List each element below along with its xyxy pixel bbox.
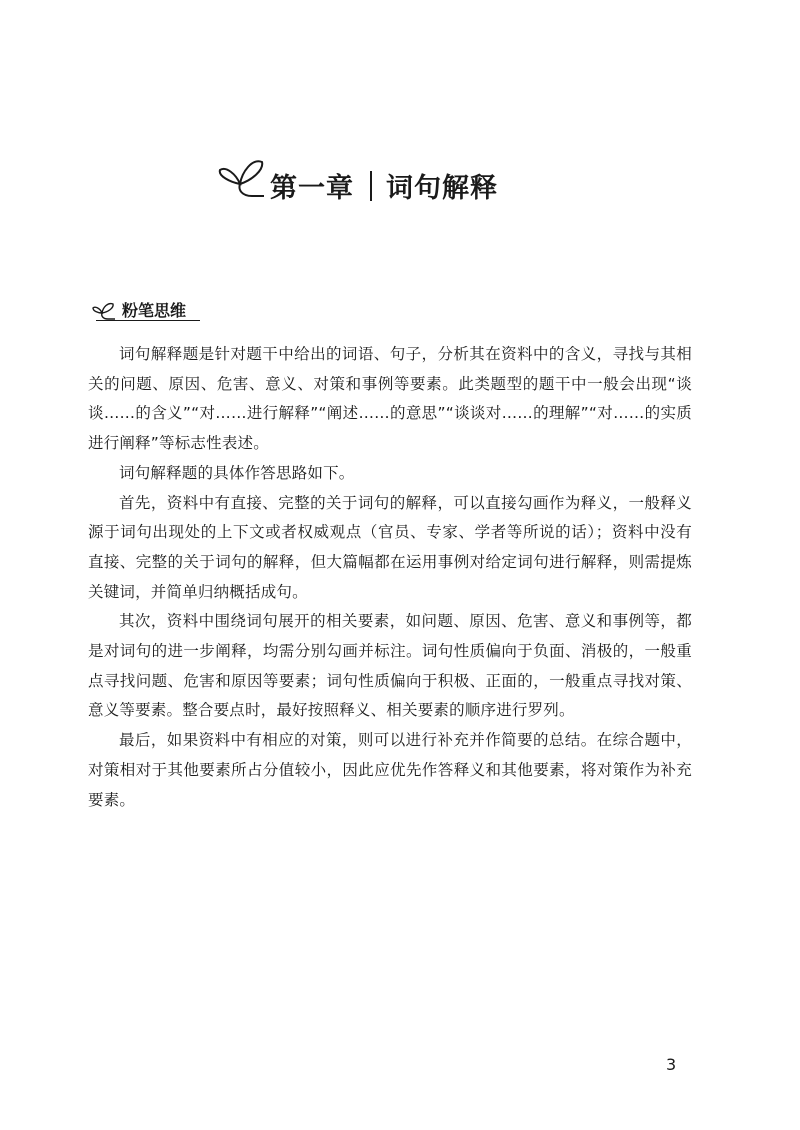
page-number: 3: [666, 1055, 677, 1074]
chapter-name: 词句解释: [386, 173, 498, 204]
paragraph: 其次，资料中围绕词句展开的相关要素，如问题、原因、危害、意义和事例等，都是对词句的进一步阐释，均需分别勾画并标注。词句性质偏向于负面、消极的，一般重点寻找问题、危害和原因等要素；词句性质偏向于积极、正面的，一般重点寻找对策、意义等要素。整合要点时，最好按照释义、相关要素的顺序进行罗列。: [88, 612, 692, 720]
chapter-header: [218, 140, 558, 210]
paragraph: 最后，如果资料中有相应的对策，则可以进行补充并作简要的总结。在综合题中，对策相对于其他要素所占分值较小，因此应优先作答释义和其他要素，将对策作为补充要素。: [88, 731, 692, 809]
section-underline: [96, 320, 200, 321]
paragraph: 首先，资料中有直接、完整的关于词句的解释，可以直接勾画作为释义，一般释义源于词句出现处的上下文或者权威观点（官员、专家、学者等所说的话）；资料中没有直接、完整的关于词句的解释，但大篇幅都在运用事例对给定词句进行解释，则需提炼关键词，并简单归纳概括成句。: [88, 493, 692, 601]
sprout-icon: [218, 144, 270, 200]
chapter-title: [270, 166, 498, 205]
body-text: [88, 340, 692, 815]
paragraph: 词句解释题的具体作答思路如下。: [119, 463, 355, 482]
paragraph: 词句解释题是针对题干中给出的词语、句子，分析其在资料中的含义，寻找与其相关的问题、原因、危害、意义、对策和事例等要素。此类题型的题干中一般会出现“谈谈……的含义”“对……进行解释”“阐述……的意思”“谈谈对……的理解”“对……的实质进行阐释”等标志性表述。: [88, 345, 692, 453]
sprout-icon: [92, 298, 116, 320]
section-title: 粉笔思维: [122, 300, 187, 320]
section-heading: [92, 296, 186, 322]
title-separator: [370, 171, 372, 201]
chapter-number: 第一章: [270, 173, 354, 204]
